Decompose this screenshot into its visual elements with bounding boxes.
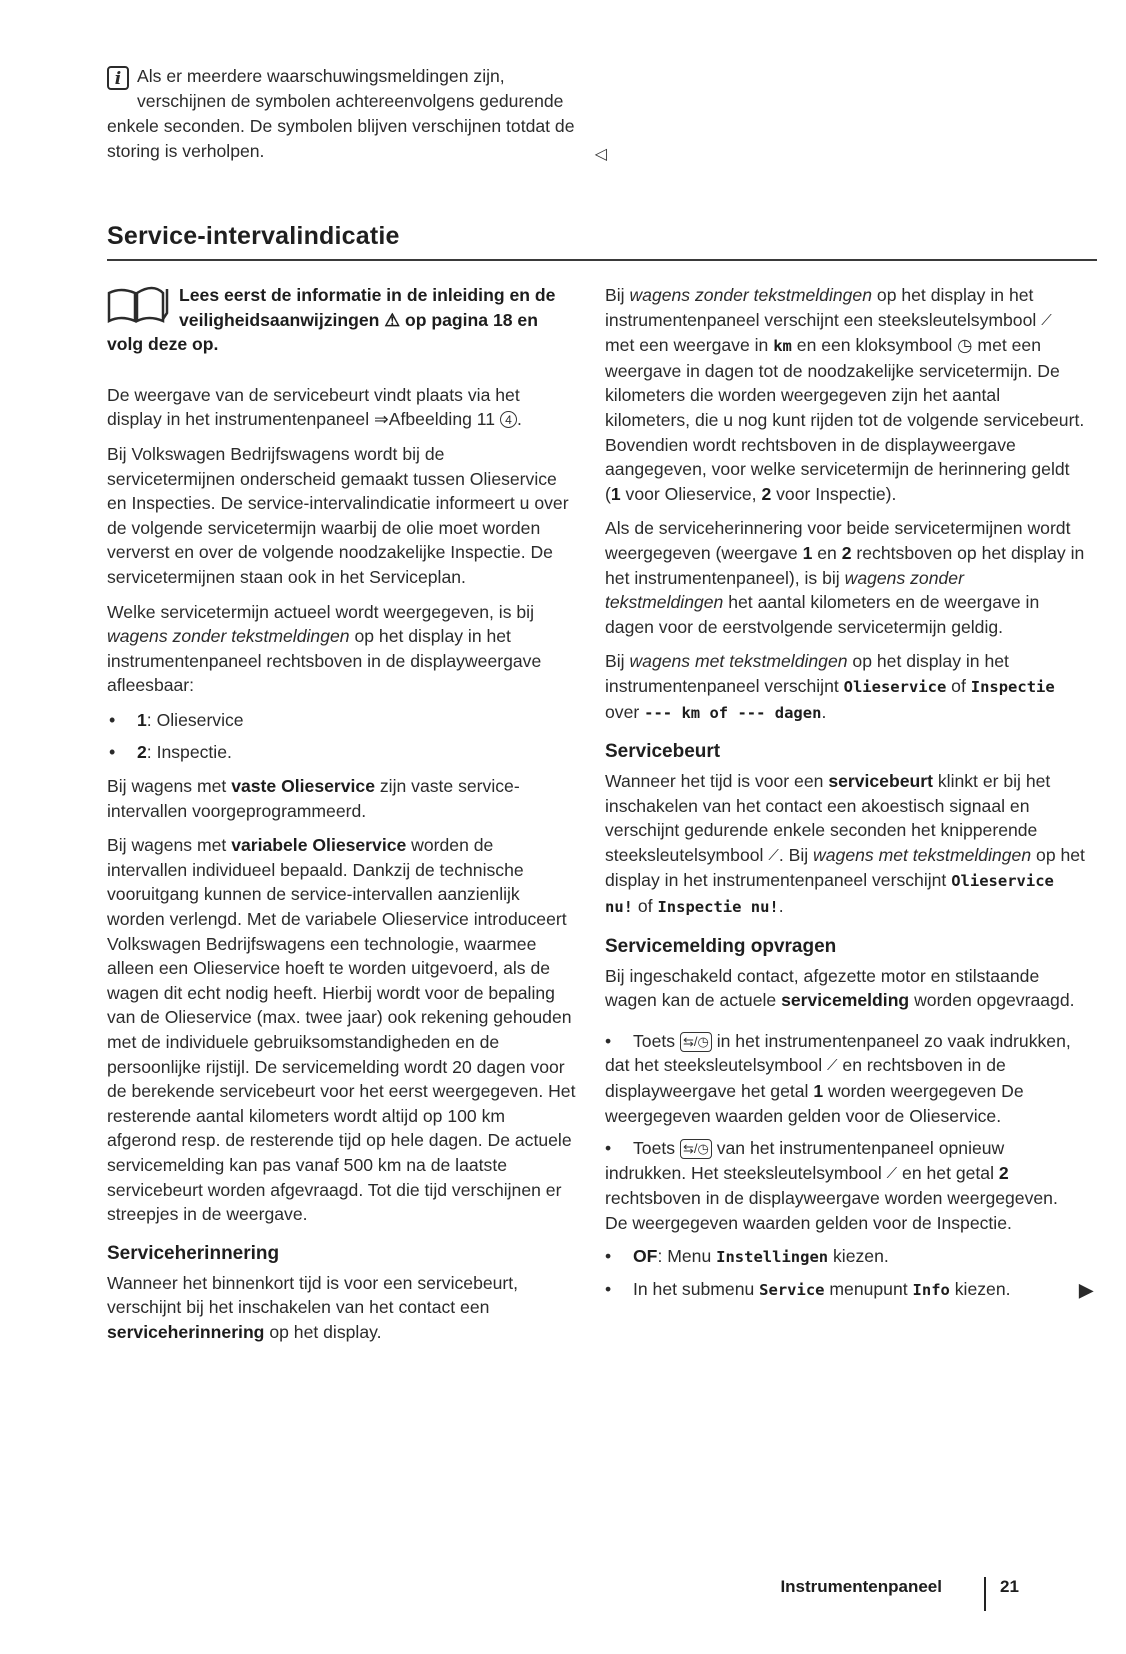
list-item <box>107 740 577 765</box>
text: over <box>605 701 645 722</box>
book-icon <box>107 285 171 325</box>
section-title: Service-intervalindicatie <box>107 222 400 250</box>
paragraph <box>605 769 1085 920</box>
instruction-step <box>605 1029 1085 1128</box>
list-number: 1 <box>137 709 147 730</box>
wrench-icon: ⟋ <box>768 846 779 864</box>
text: kiezen. <box>828 1245 889 1266</box>
menu-item-name: Info <box>912 1281 950 1300</box>
text: Bij <box>605 651 630 672</box>
paragraph <box>605 964 1085 1013</box>
bullet-icon: • <box>605 1279 612 1300</box>
info-note <box>107 64 607 164</box>
text: Toets <box>633 1138 680 1159</box>
text: Bij <box>605 285 630 305</box>
text: Wanneer het tijd is voor een <box>605 771 829 792</box>
text: het aantal kilometers en de weergave in dagen voor de eerstvolgende servicetermijn geldig. <box>605 592 1040 637</box>
display-message: Olieservice nu! <box>605 872 1054 917</box>
text: worden opgevraagd. <box>909 990 1075 1011</box>
text: en rechtsboven in de displayweergave het getal <box>605 1055 1006 1102</box>
paragraph <box>107 383 577 432</box>
text: Welke servicetermijn actueel wordt weergegeven, is bij <box>107 601 535 622</box>
footer-divider <box>984 1577 986 1611</box>
instruction-step <box>605 1277 1093 1303</box>
bold-term: servicemelding <box>781 990 910 1011</box>
list-text: : Olieservice <box>146 709 244 730</box>
text: op het display in het instrumentenpaneel verschijnt <box>605 651 1009 696</box>
text: Als de serviceherinnering voor beide servicetermijnen wordt weergegeven (weergave <box>605 518 1071 563</box>
text: . <box>821 701 827 722</box>
text: in het instrumentenpaneel zo vaak indrukken, dat het steeksleutelsymbool <box>605 1030 1071 1076</box>
number: 2 <box>998 1162 1009 1183</box>
italic-term: wagens met tekstmeldingen <box>629 651 848 672</box>
bold-term: OF <box>633 1245 658 1266</box>
paragraph <box>107 600 577 698</box>
number: 2 <box>841 542 852 563</box>
wrench-icon: ⟋ <box>1041 311 1052 329</box>
italic-term: wagens zonder tekstmeldingen <box>629 285 873 305</box>
text: rechtsboven in de displayweergave worden weergegeven. De weergegeven waarden gelden voor de Inspectie. <box>605 1188 1058 1233</box>
text: . <box>516 409 522 430</box>
paragraph <box>605 283 1085 506</box>
info-icon: i <box>107 66 129 90</box>
text: voor Olieservice, <box>620 483 762 504</box>
text: voor Inspectie). <box>771 483 897 504</box>
list-number: 2 <box>137 741 147 762</box>
bold-term: servicebeurt <box>828 771 933 792</box>
display-toggle-key-icon: ⇆/◷ <box>680 1032 712 1052</box>
wrench-icon: ⟋ <box>886 1164 898 1182</box>
bold-term: serviceherinnering <box>107 1321 265 1342</box>
text: In het submenu <box>633 1279 760 1300</box>
bullet-icon: • <box>605 1030 612 1051</box>
menu-name: Service <box>759 1281 825 1300</box>
text: op het display in het instrumentenpaneel verschijnt <box>605 844 1085 891</box>
paragraph <box>107 1271 577 1345</box>
display-message: Inspectie nu! <box>657 898 779 917</box>
continued-marker-icon: ▶ <box>1079 1280 1093 1301</box>
info-note-text: Als er meerdere waarschuwingsmeldingen zijn, verschijnen de symbolen achtereenvolgens gedurende enkele seconden. De symbolen blijven verschijnen totdat de storing is verholpen. <box>107 66 575 161</box>
text: menupunt <box>824 1279 913 1300</box>
callout-number-icon: 4 <box>500 411 517 428</box>
number: 1 <box>610 483 621 504</box>
italic-term: wagens met tekstmeldingen <box>813 844 1032 865</box>
bold-term: variabele Olieservice <box>231 835 407 856</box>
footer-section-name: Instrumentenpaneel <box>780 1577 942 1596</box>
bullet-icon: • <box>605 1138 612 1159</box>
paragraph <box>605 649 1085 725</box>
text: : Menu <box>657 1245 717 1266</box>
list-item <box>107 708 577 733</box>
warning-text-a: Lees eerst de informatie in de inleiding en de veiligheidsaanwijzingen <box>179 285 556 330</box>
wrench-icon: ⟋ <box>827 1057 838 1075</box>
instruction-step <box>605 1136 1085 1235</box>
text: klinkt er bij het inschakelen van het contact een akoestisch signaal en verschijnt gedurende enkele seconden het knipperende steeksleutelsymbool <box>605 771 1051 865</box>
text: op het display in het instrumentenpaneel rechtsboven in de displayweergave afleesbaar: <box>107 626 542 696</box>
subheading-servicemelding-opvragen: Servicemelding opvragen <box>605 935 837 957</box>
italic-term: wagens zonder tekstmeldingen <box>605 567 964 613</box>
subheading-servicebeurt: Servicebeurt <box>605 741 721 763</box>
text: zijn vaste service-intervallen voorgeprogrammeerd. <box>107 776 520 821</box>
text: of <box>946 675 971 696</box>
warning-text-b: op pagina 18 en volg deze op. <box>107 309 538 355</box>
text: op het display in het instrumentenpaneel verschijnt een steeksleutelsymbool <box>605 285 1042 330</box>
text: . Bij <box>778 844 814 865</box>
text: Wanneer het binnenkort tijd is voor een servicebeurt, verschijnt bij het inschakelen van het contact een <box>107 1272 519 1318</box>
right-column <box>605 283 1093 1311</box>
text: en <box>812 542 842 563</box>
page-footer <box>760 1577 1100 1617</box>
paragraph <box>107 833 577 1227</box>
text: en het getal <box>897 1162 999 1183</box>
text: met een weergave in dagen tot de noodzakelijke servicetermijn. De kilometers die worden weergegeven zijn het aantal kilometers, die u nog kunt rijden tot de volgende servicebeurt. Bovendien wordt rechtsboven in de displayweergave aangegeven, voor welke servicetermijn de herinnering geldt ( <box>605 335 1085 504</box>
clock-icon: ◷ <box>957 335 973 356</box>
number: 1 <box>802 542 813 563</box>
text: worden weergegeven De weergegeven waarden gelden voor de Olieservice. <box>605 1081 1024 1126</box>
text: Bij ingeschakeld contact, afgezette motor en stilstaande wagen kan de actuele <box>605 965 1040 1011</box>
bold-term: vaste Olieservice <box>231 776 375 797</box>
text: en een kloksymbool <box>791 335 958 356</box>
display-message: --- km of --- dagen <box>644 703 822 722</box>
subheading-serviceherinnering: Serviceherinnering <box>107 1242 280 1264</box>
number: 2 <box>761 483 772 504</box>
list-text: : Inspectie. <box>146 741 232 762</box>
paragraph <box>107 774 577 823</box>
text: op het display. <box>264 1321 382 1342</box>
text: Toets <box>633 1030 680 1051</box>
display-message: Inspectie <box>970 677 1055 696</box>
display-message: Olieservice <box>843 677 947 696</box>
instruction-step <box>605 1244 1085 1270</box>
text: Bij wagens met <box>107 776 232 797</box>
text: . <box>778 896 784 917</box>
section-end-marker-icon: ◁ <box>594 146 607 163</box>
read-first-warning <box>107 283 577 357</box>
left-column <box>107 283 577 1355</box>
menu-name: Instellingen <box>716 1247 829 1266</box>
text: met een weergave in <box>605 335 774 356</box>
text: van het instrumentenpaneel opnieuw indrukken. Het steeksleutelsymbool <box>605 1138 1005 1183</box>
text: De weergave van de servicebeurt vindt plaats via het display in het instrumentenpaneel ⇒Afbeelding 11 <box>107 384 520 430</box>
page-number: 21 <box>1000 1577 1019 1596</box>
unit-km: km <box>773 337 792 356</box>
display-toggle-key-icon: ⇆/◷ <box>680 1139 712 1159</box>
text: worden de intervallen individueel bepaald. Dankzij de technische vooruitgang kunnen de service-intervallen aanzienlijk worden verlengd. Met de variabele Olieservice introduceert Volkswagen Bedrijfswagens een technologie, waarmee alleen een Olieservice hoeft te worden uitgevoerd, als de wagen dit echt nodig heeft. Hierbij wordt voor de bepaling van de Olieservice (max. twee jaar) ook rekening gehouden met de individuele gebruiksomstandigheden en de persoonlijke rijstijl. De servicemelding wordt 20 dagen voor de berekende servicebeurt voor het eerst weergegeven. Het resterende aantal kilometers wordt altijd op 100 km afgerond resp. de resterende tijd op hele dagen. De actuele servicemelding kan pas vanaf 500 km na de laatste servicebeurt worden afgevraagd. Tot die tijd verschijnen er streepjes in de weergave. <box>107 835 576 1225</box>
text: kiezen. <box>949 1279 1011 1300</box>
paragraph <box>605 516 1085 639</box>
text: of <box>633 896 658 917</box>
warning-triangle-icon: ⚠ <box>384 309 401 330</box>
italic-term: wagens zonder tekstmeldingen <box>107 626 350 647</box>
section-divider <box>107 259 1097 261</box>
number: 1 <box>813 1081 824 1102</box>
text: Bij wagens met <box>107 835 232 856</box>
bullet-icon: • <box>605 1245 612 1266</box>
text: rechtsboven op het display in het instrumentenpaneel), is bij <box>605 542 1085 588</box>
paragraph: Bij Volkswagen Bedrijfswagens wordt bij de servicetermijnen onderscheid gemaakt tussen Olieservice en Inspecties. De service-intervalindicatie informeert u over de volgende servicetermijn waarbij de olie moet worden ververst en over de volgende noodzakelijke Inspectie. De servicetermijnen staan ook in het Serviceplan. <box>107 443 569 587</box>
service-type-list <box>107 708 577 764</box>
